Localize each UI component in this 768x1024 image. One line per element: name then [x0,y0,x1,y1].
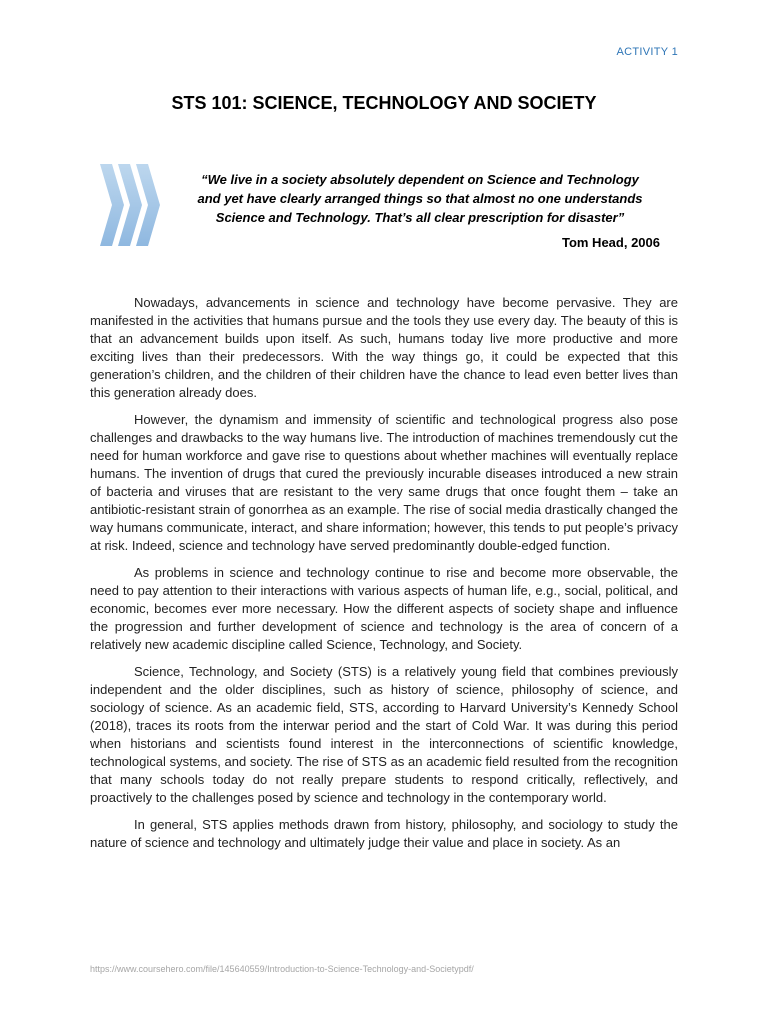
body-text [90,294,678,861]
paragraph: However, the dynamism and immensity of scientific and technological progress also pose challenges and drawbacks to the way humans live. The introduction of machines tremendously cut the need for human workforce and gave rise to questions about whether machines will eventually replace humans. The invention of drugs that cured the previously incurable diseases introduced a new strain of bacteria and viruses that are resistant to the very same drugs that once fought them – take an antibiotic-resistant strain of gonorrhea as an example. The rise of social media drastically changed the way humans communicate, interact, and share information; however, this tends to put people’s privacy at risk. Indeed, science and technology have served predominantly double-edged function. [90,412,678,553]
quote-line: and yet have clearly arranged things so that almost no one understands [197,191,643,206]
paragraph: As problems in science and technology continue to rise and become more observable, the need to pay attention to their interactions with various aspects of human life, e.g., social, political, and economic, becomes ever more necessary. How the different aspects of society shape and influence the progression and further development of science and technology is the area of concern of a relatively new academic discipline called Science, Technology, and Society. [90,565,678,652]
quote-line: “We live in a society absolutely dependent on Science and Technology [201,172,639,187]
quote-line: Science and Technology. That’s all clear prescription for disaster” [215,210,625,225]
page-title: STS 101: SCIENCE, TECHNOLOGY AND SOCIETY [171,93,597,113]
source-url: https://www.coursehero.com/file/145640559/Introduction-to-Science-Technology-and-Societypdf/ [90,964,474,974]
paragraph: Science, Technology, and Society (STS) is a relatively young field that combines previously independent and the older disciplines, such as history of science, philosophy of science, and sociology of science. As an academic field, STS, according to Harvard University’s Kennedy School (2018), traces its roots from the interwar period and the start of Cold War. It was during this period when historians and scientists found interest in the interconnections of scientific knowledge, technological systems, and society. The rise of STS as an academic field resulted from the recognition that many schools today do not really prepare students to respond critically, reflectively, and proactively to the challenges posed by science and technology in the contemporary world. [90,664,678,805]
activity-label: ACTIVITY 1 [616,46,678,58]
chevron-shape [100,164,124,246]
paragraph: In general, STS applies methods drawn from history, philosophy, and sociology to study the nature of science and technology and ultimately judge their value and place in society. As an [90,817,678,850]
epigraph-quote [170,170,670,227]
quote-author: Tom Head, 2006 [561,235,660,250]
chevron-arrows-icon [98,164,162,246]
paragraph: Nowadays, advancements in science and technology have become pervasive. They are manifested in the activities that humans pursue and the tools they use every day. The beauty of this is that an advancement builds upon itself. As such, humans today live more productive and more exciting lives than their predecessors. With the way things go, it could be expected that this generation’s children, and the children of their children have the chance to lead even better lives than this generation already does. [90,295,678,400]
